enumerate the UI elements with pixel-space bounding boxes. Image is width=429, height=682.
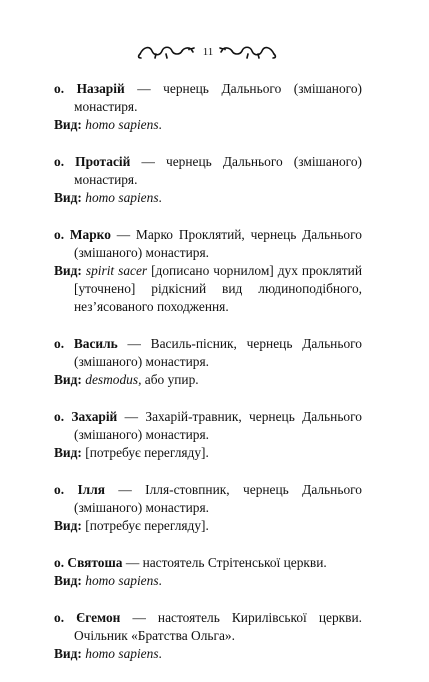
- character-line: [54, 335, 362, 371]
- character-prefix: о.: [54, 227, 65, 242]
- species-label: Вид:: [54, 518, 82, 533]
- species-latin: homo sapiens: [85, 117, 159, 132]
- species-line: [54, 517, 362, 535]
- character-description: — чернець Дальнього (змішаного) монастиря.: [74, 154, 362, 187]
- character-entry: [54, 408, 362, 462]
- character-description: — Захарій-травник, чернець Дальнього (змішаного) монастиря.: [74, 409, 362, 442]
- character-line: [54, 408, 362, 444]
- character-entry: [54, 481, 362, 535]
- character-prefix: о.: [54, 336, 65, 351]
- species-latin: homo sapiens: [85, 190, 159, 205]
- character-entry: [54, 226, 362, 316]
- character-name: Єгемон: [76, 610, 121, 625]
- species-line: [54, 262, 362, 316]
- character-prefix: о.: [54, 555, 65, 570]
- character-line: [54, 80, 362, 116]
- character-line: [54, 481, 362, 517]
- page-header: [0, 38, 429, 64]
- character-name: Марко: [69, 227, 111, 242]
- character-entry: [54, 80, 362, 134]
- character-prefix: о.: [54, 482, 65, 497]
- species-label: Вид:: [54, 573, 82, 588]
- character-description: — Марко Проклятий, чернець Дальнього (змішаного) монастиря.: [74, 227, 362, 260]
- dragon-ornament-icon: [216, 42, 278, 60]
- character-name: Назарій: [76, 81, 125, 96]
- character-description: — Ілля-стовпник, чернець Дальнього (змішаного) монастиря.: [74, 482, 362, 515]
- character-name: Святоша: [67, 555, 123, 570]
- species-line: [54, 444, 362, 462]
- species-label: Вид:: [54, 646, 82, 661]
- character-prefix: о.: [54, 409, 65, 424]
- character-name: Протасій: [75, 154, 131, 169]
- species-label: Вид:: [54, 190, 82, 205]
- species-label: Вид:: [54, 372, 82, 387]
- species-line: [54, 371, 362, 389]
- species-rest: [потребує перегляду].: [81, 518, 209, 533]
- character-line: [54, 554, 362, 572]
- character-name: Захарій: [71, 409, 118, 424]
- character-entry: [54, 554, 362, 590]
- species-rest: [дописано чорнилом] дух проклятий [уточнено] рідкісний вид людиноподібного, нез’ясованого походження.: [74, 263, 362, 314]
- character-prefix: о.: [54, 81, 65, 96]
- character-line: [54, 609, 362, 645]
- character-description: — настоятель Стрітенської церкви.: [122, 555, 327, 570]
- species-latin: homo sapiens: [85, 646, 159, 661]
- character-description: — настоятель Кирилівської церкви. Очільник «Братства Ольга».: [74, 610, 362, 643]
- character-line: [54, 226, 362, 262]
- species-rest: або упир.: [141, 372, 199, 387]
- species-label: Вид:: [54, 445, 82, 460]
- species-latin: desmodus,: [85, 372, 142, 387]
- species-line: [54, 572, 362, 590]
- species-rest: .: [158, 190, 162, 205]
- species-latin: homo sapiens: [85, 573, 159, 588]
- species-rest: .: [158, 646, 162, 661]
- character-description: — Василь-пісник, чернець Дальнього (змішаного) монастиря.: [74, 336, 362, 369]
- species-line: [54, 189, 362, 207]
- species-line: [54, 645, 362, 663]
- page-number: 11: [202, 46, 214, 58]
- species-line: [54, 116, 362, 134]
- species-label: Вид:: [54, 263, 82, 278]
- character-entry: [54, 609, 362, 663]
- dragon-ornament-icon: [136, 42, 198, 60]
- species-rest: [потребує перегляду].: [81, 445, 209, 460]
- species-rest: .: [158, 117, 162, 132]
- character-line: [54, 153, 362, 189]
- character-list: [54, 80, 362, 682]
- character-entry: [54, 335, 362, 389]
- species-rest: .: [158, 573, 162, 588]
- species-latin: spirit sacer: [85, 263, 148, 278]
- character-name: Василь: [73, 336, 118, 351]
- character-prefix: о.: [54, 154, 65, 169]
- character-name: Ілля: [77, 482, 105, 497]
- species-label: Вид:: [54, 117, 82, 132]
- character-entry: [54, 153, 362, 207]
- character-prefix: о.: [54, 610, 65, 625]
- character-description: — чернець Дальнього (змішаного) монастиря.: [74, 81, 362, 114]
